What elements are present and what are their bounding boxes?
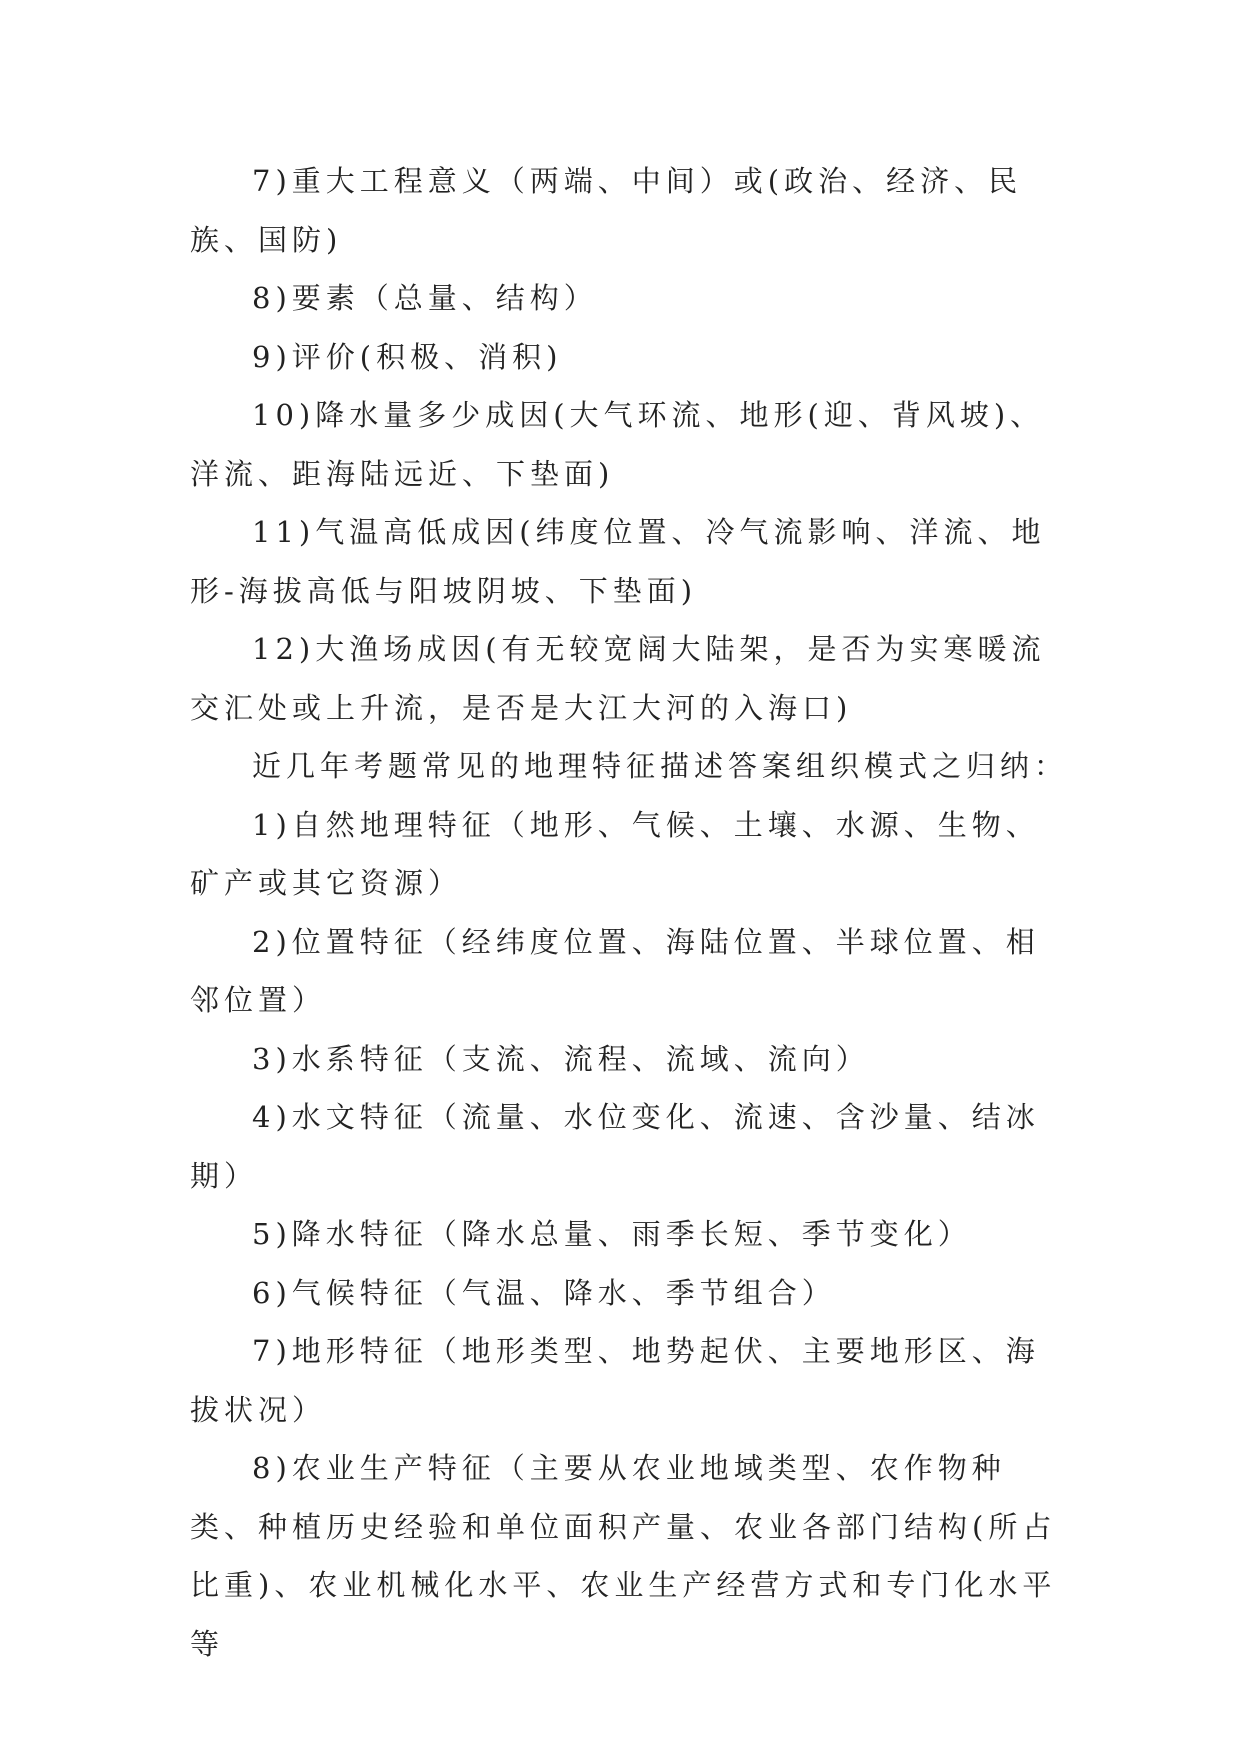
paragraph-elements: 8)要素（总量、结构）: [252, 281, 598, 315]
paragraph-river-system-features: 3)水系特征（支流、流程、流域、流向）: [252, 1041, 870, 1076]
paragraph-summary-heading: 近几年考题常见的地理特征描述答案组织模式之归纳：: [252, 749, 1069, 783]
paragraph-fishery-causes: 12)大渔场成因(有无较宽阔大陆架，是否为实寒暖流交汇处或上升流，是否是大江大河的入海口): [190, 632, 1046, 725]
paragraph-natural-features: 1)自然地理特征（地形、气候、土壤、水源、生物、矿产或其它资源）: [190, 807, 1040, 900]
paragraph-temperature-causes: 11)气温高低成因(纬度位置、冷气流影响、洋流、地形-海拔高低与阳坡阴坡、下垫面): [190, 515, 1046, 608]
document-body: [190, 152, 1070, 1673]
paragraph-precipitation-causes: 10)降水量多少成因(大气环流、地形(迎、背风坡)、洋流、距海陆远近、下垫面): [190, 398, 1045, 491]
paragraph-precipitation-features: 5)降水特征（降水总量、雨季长短、季节变化）: [252, 1217, 972, 1251]
paragraph-terrain-features: 7)地形特征（地形类型、地势起伏、主要地形区、海拔状况）: [190, 1334, 1040, 1427]
paragraph-location-features: 2)位置特征（经纬度位置、海陆位置、半球位置、相邻位置）: [190, 924, 1040, 1017]
paragraph-agriculture-features: 8)农业生产特征（主要从农业地域类型、农作物种类、种植历史经验和单位面积产量、农业各部门结构(所占比重)、农业机械化水平、农业生产经营方式和专门化水平等: [190, 1451, 1057, 1661]
paragraph-major-project-significance: 7)重大工程意义（两端、中间）或(政治、经济、民族、国防): [190, 164, 1023, 257]
paragraph-hydrology-features: 4)水文特征（流量、水位变化、流速、含沙量、结冰期）: [190, 1100, 1040, 1193]
paragraph-evaluation: 9)评价(积极、消积): [252, 339, 563, 374]
paragraph-climate-features: 6)气候特征（气温、降水、季节组合）: [252, 1275, 836, 1310]
